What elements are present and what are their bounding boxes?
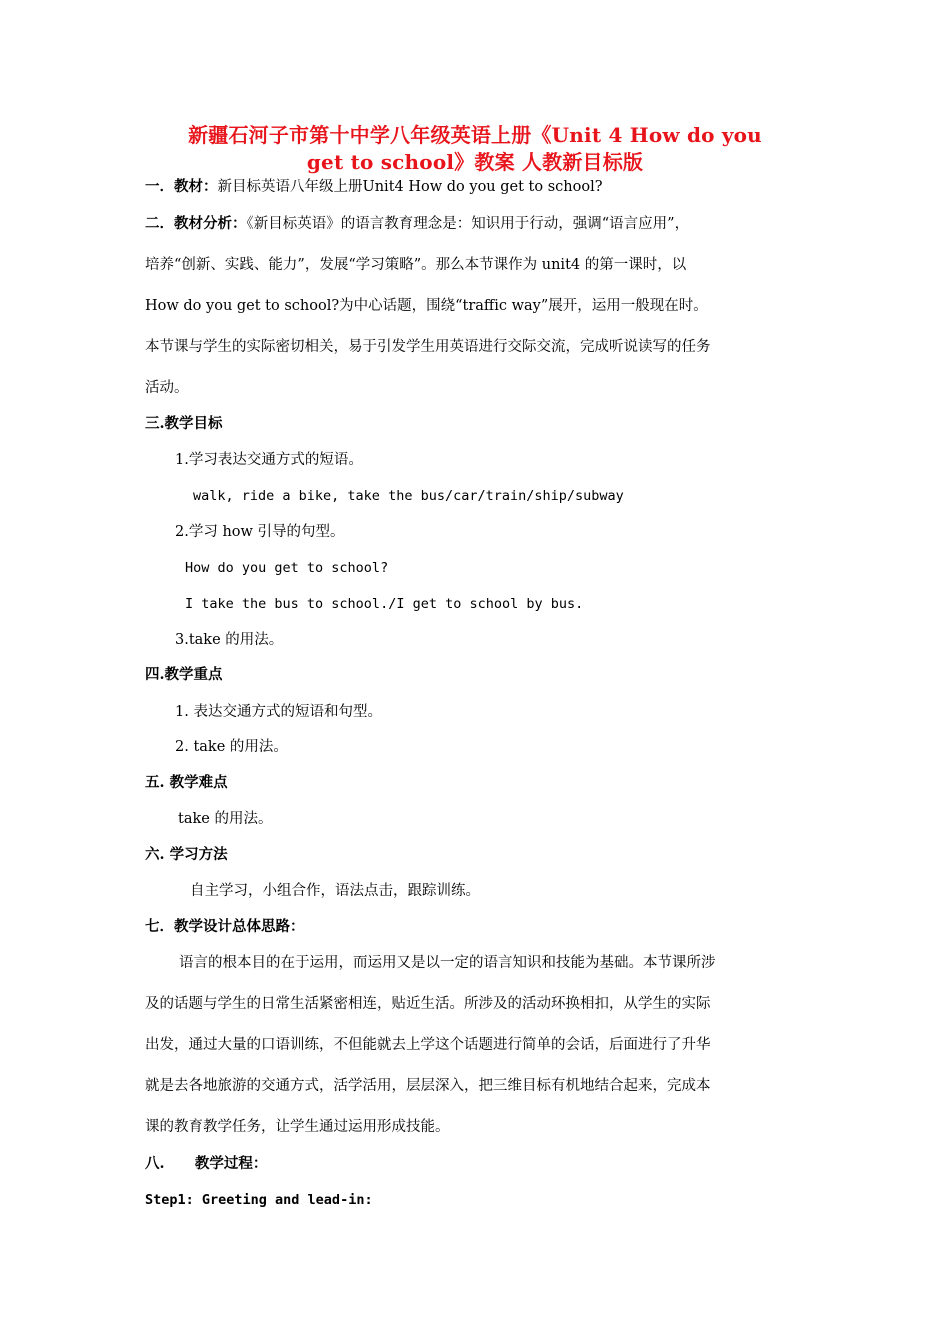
design-paragraph <box>145 943 810 1148</box>
objective-2: 2.学习 how 引导的句型。 <box>175 524 345 540</box>
method-text: 自主学习，小组合作，语法点击，跟踪训练。 <box>190 883 480 899</box>
section-analysis <box>145 203 810 409</box>
section-textbook-label: 一．教材： <box>145 178 218 195</box>
design-line-3: 出发，通过大量的口语训练，不但能就去上学这个话题进行简单的会话，后面进行了升华 <box>145 1037 711 1053</box>
key-point-1: 1. 表达交通方式的短语和句型。 <box>175 704 382 720</box>
section-key-points-heading: 四.教学重点 <box>145 666 223 683</box>
document-title <box>140 122 810 176</box>
design-line-1: 语言的根本目的在于运用，而运用又是以一定的语言知识和技能为基础。本节课所涉 <box>179 955 716 971</box>
section-method-heading: 六. 学习方法 <box>145 846 228 863</box>
design-line-2: 及的话题与学生的日常生活紧密相连，贴近生活。所涉及的活动环换相扣，从学生的实际 <box>145 996 711 1012</box>
section-difficulty-heading: 五. 教学难点 <box>145 774 228 791</box>
objective-2-question: How do you get to school? <box>185 560 389 576</box>
section-objectives-heading: 三.教学目标 <box>145 415 223 432</box>
design-line-5: 课的教育教学任务，让学生通过运用形成技能。 <box>145 1119 450 1135</box>
section-analysis-label: 二．教材分析： <box>145 215 247 232</box>
difficulty-text: take 的用法。 <box>178 811 273 827</box>
key-point-2: 2. take 的用法。 <box>175 739 288 755</box>
title-line-1: 新疆石河子市第十中学八年级英语上册《Unit 4 How do you <box>188 123 762 147</box>
analysis-line-2: 培养“创新、实践、能力”，发展“学习策略”。那么本节课作为 unit4 的第一课时，以 <box>145 257 687 273</box>
step1-heading: Step1: Greeting and lead-in: <box>145 1192 373 1208</box>
analysis-line-4: 本节课与学生的实际密切相关，易于引发学生用英语进行交际交流，完成听说读写的任务 <box>145 339 711 355</box>
objective-1: 1.学习表达交通方式的短语。 <box>175 452 363 468</box>
analysis-line-5: 活动。 <box>145 380 189 396</box>
analysis-line-1: 《新目标英语》的语言教育理念是：知识用于行动，强调“语言应用”， <box>246 216 690 232</box>
objective-1-example: walk, ride a bike, take the bus/car/train/ship/subway <box>193 488 624 504</box>
title-line-2: get to school》教案 人教新目标版 <box>306 150 644 174</box>
section-textbook-text: 新目标英语八年级上册Unit4 How do you get to school? <box>217 179 603 195</box>
objective-2-answer: I take the bus to school./I get to school by bus. <box>185 596 584 612</box>
design-line-4: 就是去各地旅游的交通方式，活学活用，层层深入，把三维目标有机地结合起来，完成本 <box>145 1078 711 1094</box>
analysis-line-3: How do you get to school?为中心话题，围绕“traffic way”展开，运用一般现在时。 <box>145 298 708 314</box>
objective-3: 3.take 的用法。 <box>175 632 284 648</box>
section-process-heading: 八. 教学过程： <box>145 1155 268 1172</box>
section-design-heading: 七．教学设计总体思路： <box>145 918 305 935</box>
section-textbook <box>145 177 602 197</box>
